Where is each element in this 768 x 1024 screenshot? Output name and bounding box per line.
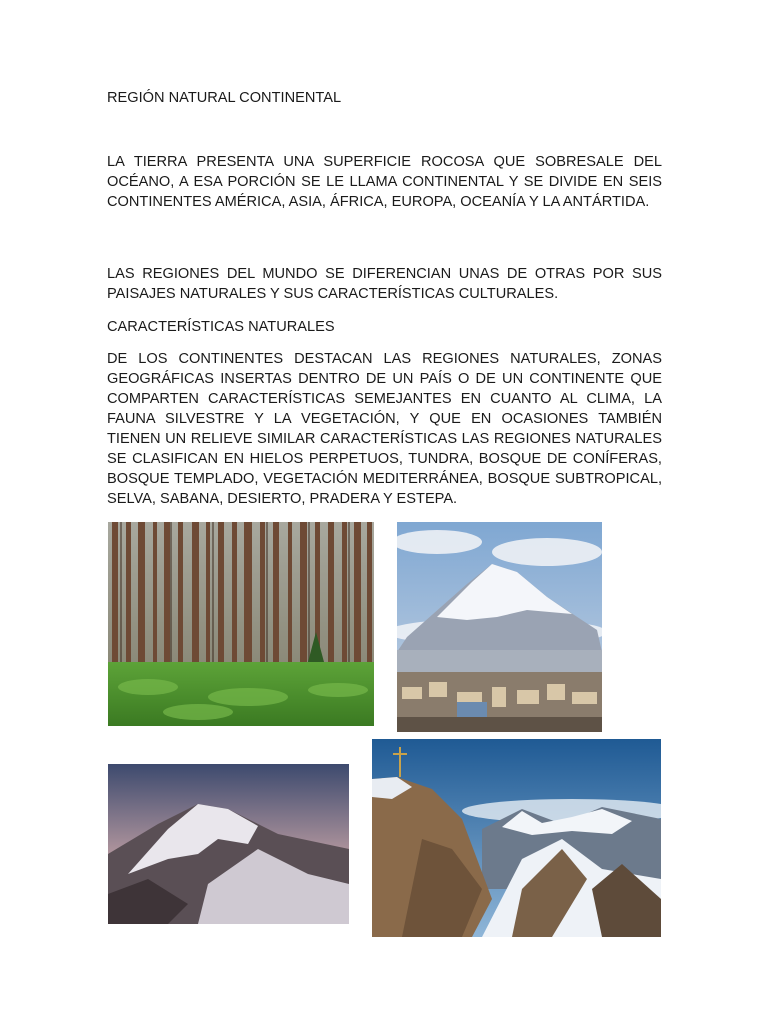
section-heading: CARACTERÍSTICAS NATURALES <box>107 319 335 335</box>
paragraph-natural-characteristics: DE LOS CONTINENTES DESTACAN LAS REGIONES NATURALES, ZONAS GEOGRÁFICAS INSERTAS DENTRO DE UN PAÍS O DE UN CONTINENTE QUE COMPARTEN CARACTERÍSTICAS SEMEJANTES EN CUANTO AL CLIMA, LA FAUNA SILVESTRE Y LA VEGETACIÓN, Y QUE EN OCASIONES TAMBIÉN TIENEN UN RELIEVE SIMILAR CARACTERÍSTICAS LAS REGIONES NATURALES SE CLASIFICAN EN HIELOS PERPETUOS, TUNDRA, BOSQUE DE CONÍFERAS, BOSQUE TEMPLADO, VEGETACIÓN MEDITERRÁNEA, BOSQUE SUBTROPICAL, SELVA, SABANA, DESIERTO, PRADERA Y ESTEPA. <box>107 351 662 507</box>
alpine-peak-photo <box>372 739 661 937</box>
forest-photo <box>108 522 374 726</box>
paragraph-continents: LA TIERRA PRESENTA UNA SUPERFICIE ROCOSA QUE SOBRESALE DEL OCÉANO, A ESA PORCIÓN SE LE LLAMA CONTINENTAL Y SE DIVIDE EN SEIS CONTINENTES AMÉRICA, ASIA, ÁFRICA, EUROPA, OCEANÍA Y LA ANTÁRTIDA. <box>107 154 662 210</box>
paragraph-regions: LAS REGIONES DEL MUNDO SE DIFERENCIAN UNAS DE OTRAS POR SUS PAISAJES NATURALES Y SUS CARACTERÍSTICAS CULTURALES. <box>107 266 662 302</box>
snowy-mountain-photo <box>108 764 349 924</box>
volcano-city-photo <box>397 522 602 732</box>
document-title: REGIÓN NATURAL CONTINENTAL <box>107 90 342 106</box>
